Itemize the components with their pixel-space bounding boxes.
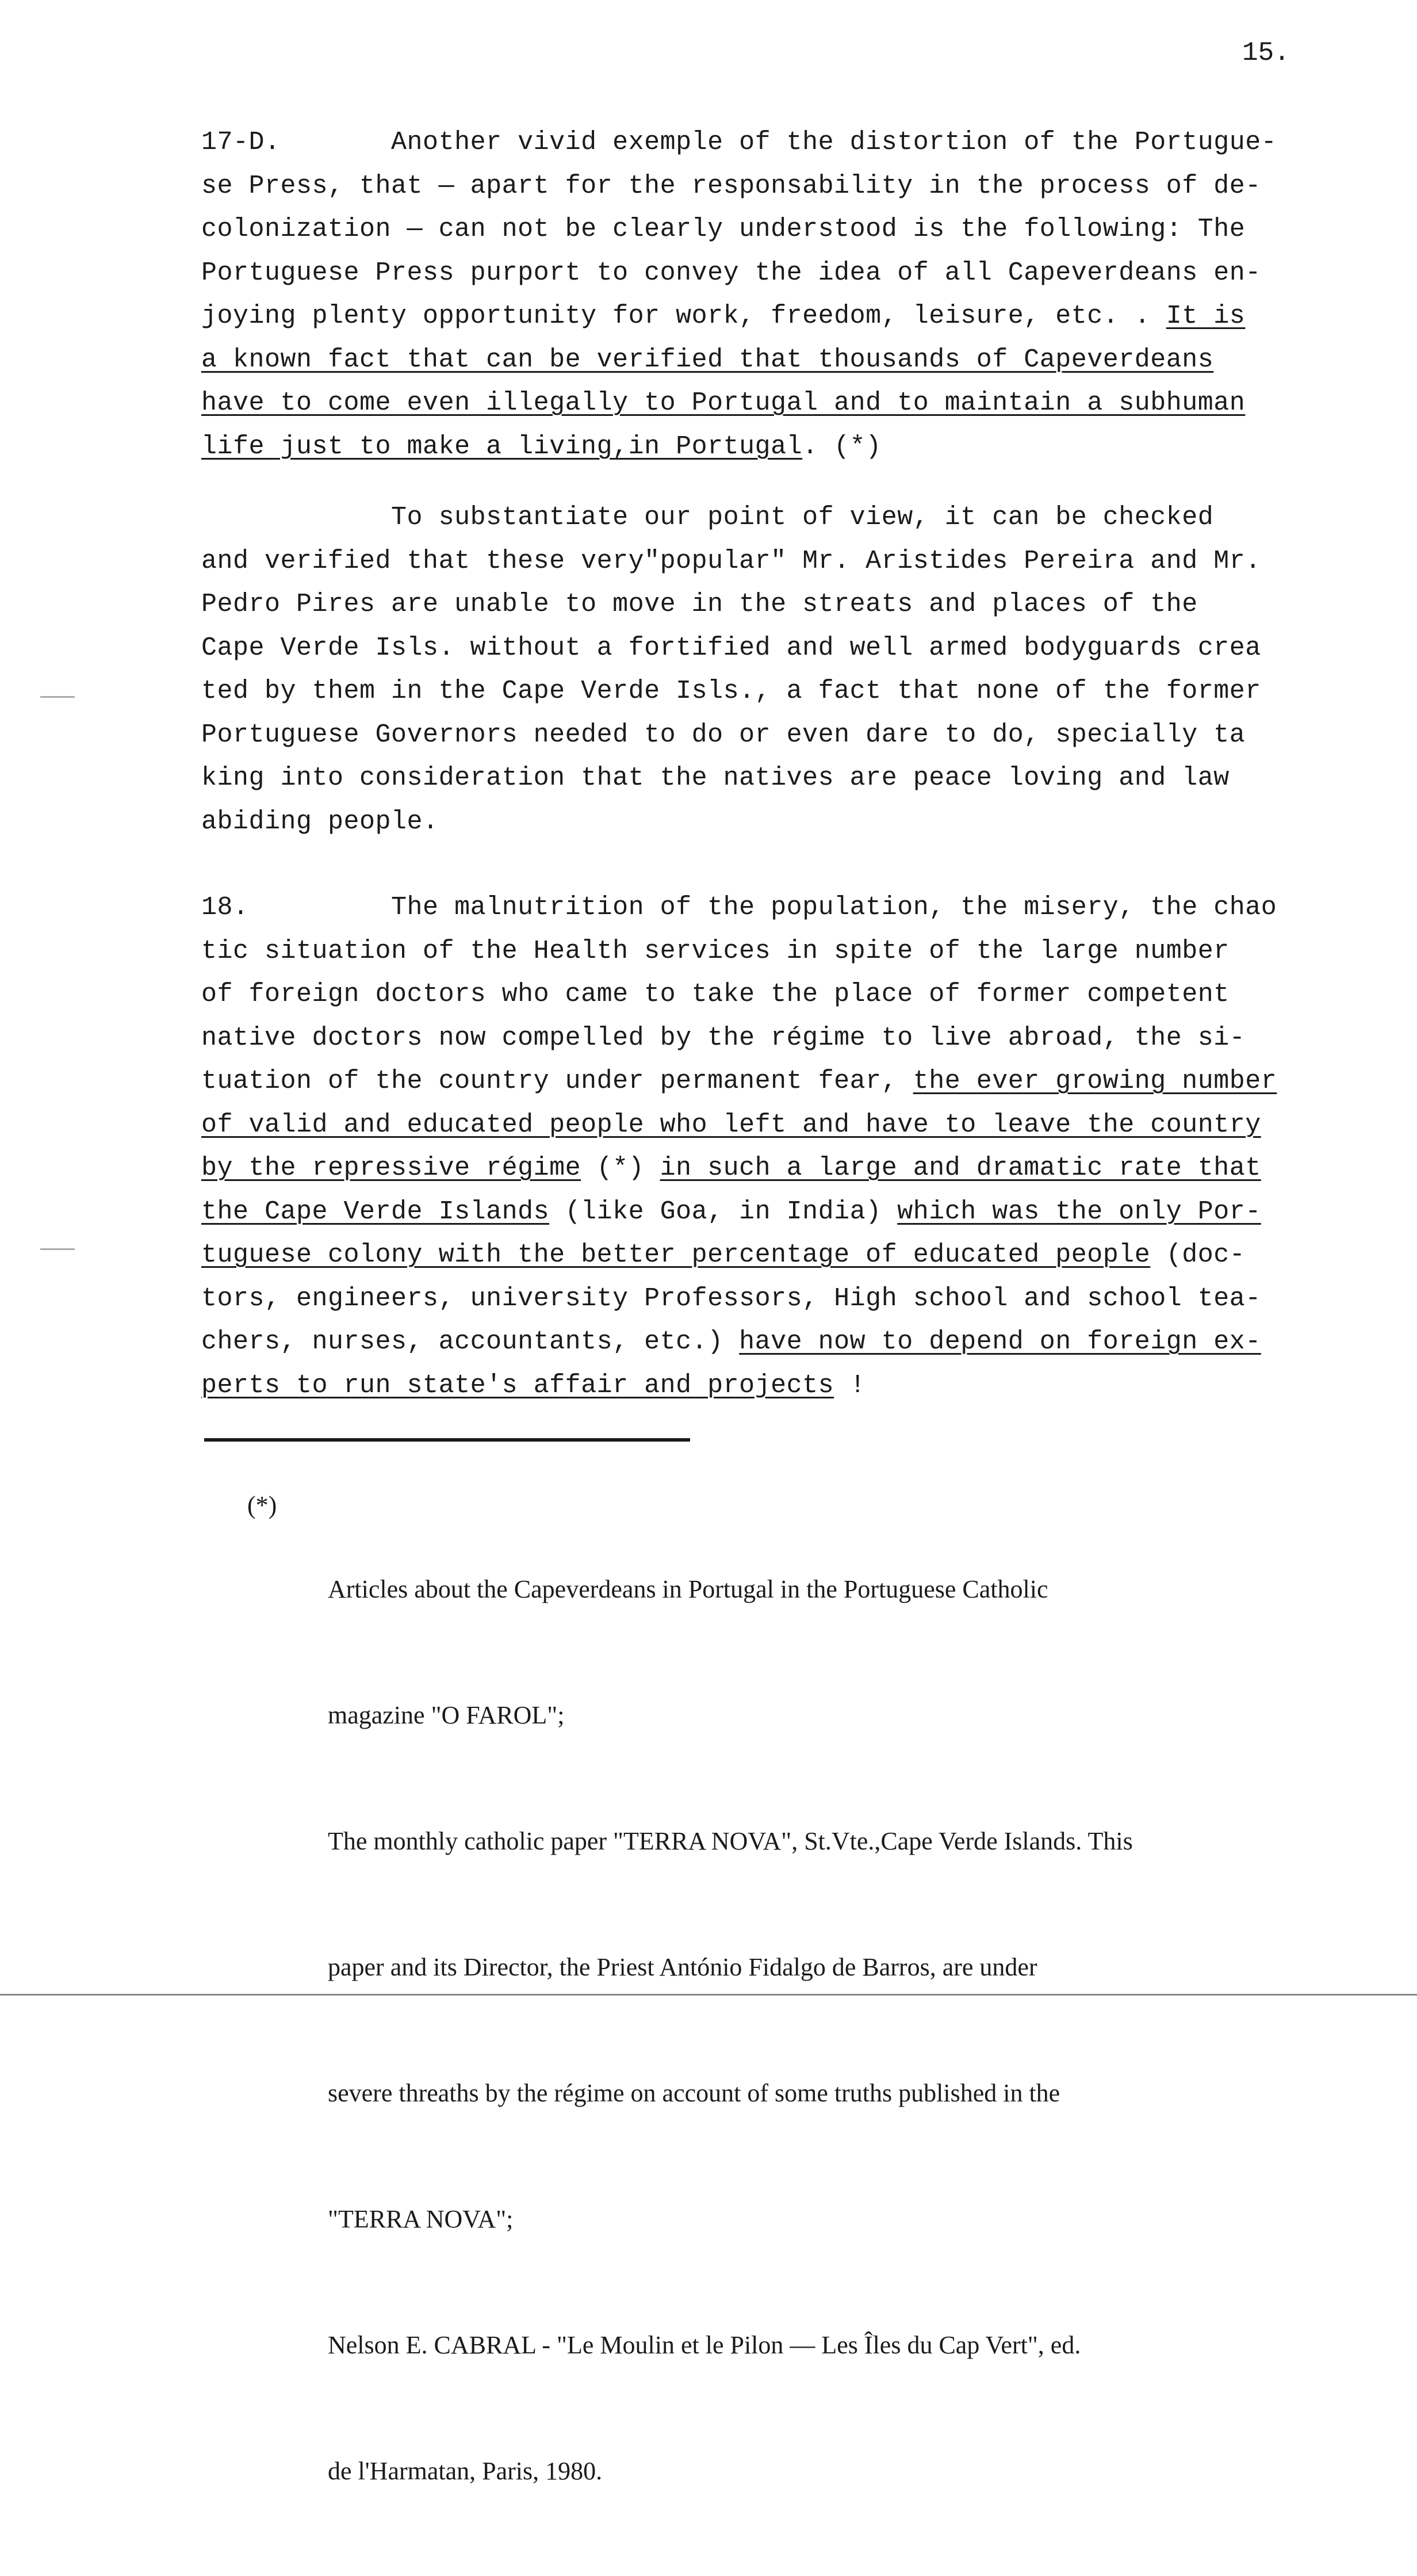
margin-mark bbox=[40, 1248, 75, 1250]
text-line bbox=[201, 121, 1380, 165]
text-span: Portuguese Governors needed to do or even dare to do, specially ta bbox=[201, 720, 1246, 750]
text-span: se Press, that — apart for the responsability in the process of de- bbox=[201, 171, 1261, 201]
text-span: To substantiate our point of view, it can be checked bbox=[201, 503, 1214, 532]
footnote-line: The monthly catholic paper "TERRA NOVA", St.Vte.,Cape Verde Islands. This bbox=[328, 1827, 1133, 1855]
text-line bbox=[201, 165, 1380, 208]
text-line bbox=[201, 1146, 1380, 1190]
text-line bbox=[201, 626, 1380, 670]
underlined-text: have to come even illegally to Portugal and to maintain a subhuman bbox=[201, 388, 1246, 418]
underlined-text: in such a large and dramatic rate that bbox=[660, 1153, 1261, 1183]
text-line bbox=[201, 540, 1380, 583]
underlined-text: perts to run state's affair and projects bbox=[201, 1370, 834, 1400]
footnote bbox=[247, 1484, 1392, 2485]
text-line bbox=[201, 886, 1380, 930]
text-line bbox=[201, 1103, 1380, 1147]
text-span: abiding people. bbox=[201, 807, 439, 836]
underlined-text: It is bbox=[1166, 301, 1246, 331]
text-line bbox=[201, 338, 1380, 382]
text-line bbox=[201, 583, 1380, 626]
text-line bbox=[201, 425, 1380, 469]
underlined-text: the ever growing number bbox=[913, 1067, 1277, 1096]
footnote-line: severe threaths by the régime on account of some truths published in the bbox=[328, 2079, 1060, 2107]
paragraph-18 bbox=[201, 886, 1380, 1407]
text-line bbox=[201, 251, 1380, 295]
text-line bbox=[201, 295, 1380, 338]
paragraph-17d bbox=[201, 121, 1380, 468]
footnote-separator bbox=[204, 1438, 690, 1442]
text-line bbox=[201, 800, 1380, 844]
text-line bbox=[201, 381, 1380, 425]
text-line bbox=[201, 1320, 1380, 1364]
underlined-text: tuguese colony with the better percentage of educated people bbox=[201, 1240, 1151, 1270]
page-number: 15. bbox=[1242, 38, 1290, 68]
text-line bbox=[201, 1060, 1380, 1103]
text-line bbox=[201, 1016, 1380, 1060]
text-line bbox=[201, 930, 1380, 973]
text-line bbox=[201, 756, 1380, 800]
text-span: (doc- bbox=[1150, 1240, 1246, 1270]
text-span: tic situation of the Health services in spite of the large number bbox=[201, 936, 1230, 966]
text-span: 17-D. Another vivid exemple of the distortion of the Portugue- bbox=[201, 128, 1277, 157]
text-span: colonization — can not be clearly understood is the following: The bbox=[201, 215, 1246, 244]
footnote-line: de l'Harmatan, Paris, 1980. bbox=[328, 2457, 603, 2485]
footnote-mark: (*) bbox=[247, 1491, 277, 1519]
footnote-body bbox=[328, 1484, 1133, 2576]
text-span: (like Goa, in India) bbox=[549, 1197, 898, 1226]
text-span: joying plenty opportunity for work, freedom, leisure, etc. . bbox=[201, 301, 1166, 331]
text-span: Portuguese Press purport to convey the idea of all Capeverdeans en- bbox=[201, 258, 1261, 288]
footnote-line: Nelson E. CABRAL - "Le Moulin et le Pilon — Les Îles du Cap Vert", ed. bbox=[328, 2331, 1081, 2359]
underlined-text: by the repressive régime bbox=[201, 1153, 581, 1183]
text-span: and verified that these very"popular" Mr. Aristides Pereira and Mr. bbox=[201, 546, 1261, 576]
footnote-line: "TERRA NOVA"; bbox=[328, 2205, 514, 2233]
text-line bbox=[201, 1190, 1380, 1234]
text-line bbox=[201, 713, 1380, 757]
text-span: 18. The malnutrition of the population, the misery, the chao bbox=[201, 893, 1277, 922]
page-bottom-edge bbox=[0, 1994, 1417, 1996]
text-span: Cape Verde Isls. without a fortified and well armed bodyguards crea bbox=[201, 633, 1261, 663]
footnote-line: Articles about the Capeverdeans in Portugal in the Portuguese Catholic bbox=[328, 1575, 1048, 1603]
underlined-text: have now to depend on foreign ex- bbox=[739, 1327, 1261, 1356]
text-line bbox=[201, 973, 1380, 1016]
margin-mark bbox=[40, 696, 75, 698]
underlined-text: the Cape Verde Islands bbox=[201, 1197, 550, 1226]
text-span: tuation of the country under permanent fear, bbox=[201, 1067, 913, 1096]
text-span: Pedro Pires are unable to move in the streats and places of the bbox=[201, 590, 1198, 619]
text-span: ted by them in the Cape Verde Isls., a fact that none of the former bbox=[201, 677, 1261, 706]
text-span: king into consideration that the natives are peace loving and law bbox=[201, 763, 1230, 793]
underlined-text: which was the only Por- bbox=[897, 1197, 1261, 1226]
text-line bbox=[201, 670, 1380, 713]
text-span: ! bbox=[834, 1370, 866, 1400]
text-line bbox=[201, 1277, 1380, 1321]
text-span: (*) bbox=[581, 1153, 660, 1183]
text-span: . (*) bbox=[802, 431, 882, 461]
underlined-text: of valid and educated people who left and have to leave the country bbox=[201, 1110, 1261, 1140]
footnote-line: magazine "O FAROL"; bbox=[328, 1701, 565, 1729]
text-span: native doctors now compelled by the régime to live abroad, the si- bbox=[201, 1023, 1246, 1053]
footnote-line: paper and its Director, the Priest António Fidalgo de Barros, are under bbox=[328, 1953, 1037, 1981]
text-line bbox=[201, 208, 1380, 251]
paragraph-substantiate bbox=[201, 496, 1380, 843]
underlined-text: life just to make a living,in Portugal bbox=[201, 431, 803, 461]
text-line bbox=[201, 1233, 1380, 1277]
text-span: chers, nurses, accountants, etc.) bbox=[201, 1327, 740, 1356]
text-line bbox=[201, 1364, 1380, 1408]
text-line bbox=[201, 496, 1380, 540]
text-span: of foreign doctors who came to take the place of former competent bbox=[201, 980, 1230, 1009]
text-span: tors, engineers, university Professors, High school and school tea- bbox=[201, 1283, 1261, 1313]
underlined-text: a known fact that can be verified that thousands of Capeverdeans bbox=[201, 345, 1214, 374]
